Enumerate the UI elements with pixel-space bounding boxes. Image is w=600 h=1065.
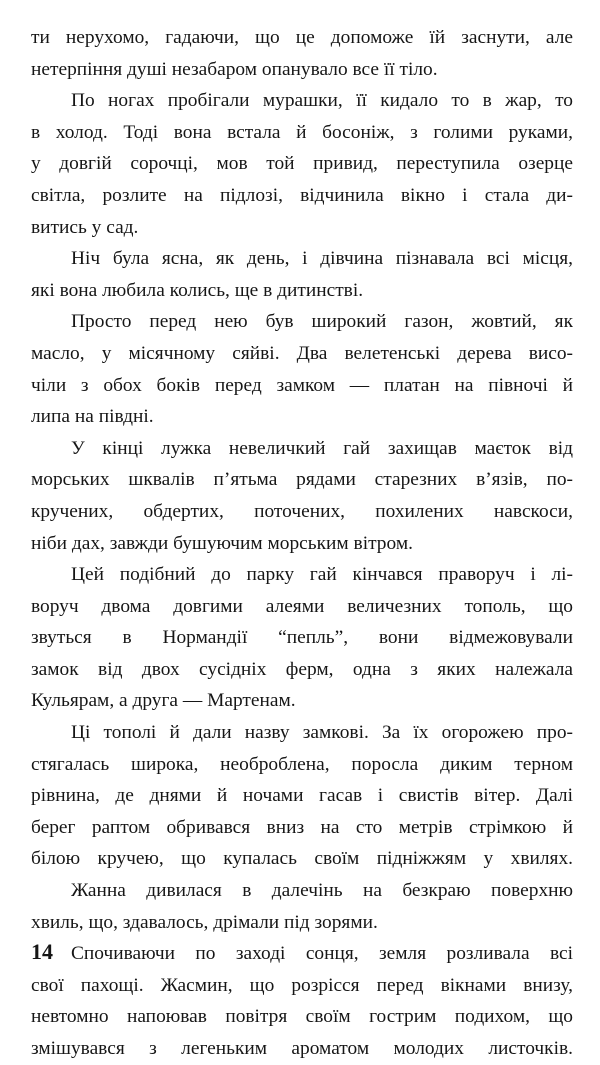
text-line: звуться в Нормандії “пепль”, вони відмежовували [31, 627, 573, 649]
text-line: світла, розлите на підлозі, відчинила вікно і стала ди- [31, 184, 573, 206]
text-line: липа на півдні. [31, 406, 154, 428]
text-line: рівнина, де днями й ночами гасав і свистів вітер. Далі [31, 785, 573, 807]
text-line: Ці тополі й дали назву замкові. За їх огорожею про- [71, 722, 573, 744]
text-line: в холод. Тоді вона встала й босоніж, з голими руками, [31, 121, 573, 143]
page-number: 14 [31, 939, 53, 964]
text-line: замок від двох сусідніх ферм, одна з яких належала [31, 658, 573, 680]
text-line: морських шквалів п’ятьма рядами старезних в’язів, по- [31, 469, 573, 491]
text-line: Спочиваючи по заході сонця, земля розливала всі [71, 943, 573, 965]
text-line: масло, у місячному сяйві. Два велетенські дерева висо- [31, 342, 573, 364]
text-line: невтомно напоював повітря своїм гострим подихом, що [31, 1006, 573, 1028]
text-line: По ногах пробігали мурашки, її кидало то в жар, то [71, 90, 573, 112]
text-line: стягалась широка, необроблена, поросла диким терном [31, 753, 573, 775]
text-line: білою кручею, що купалась своїм підніжжям у хвилях. [31, 848, 573, 870]
text-line: Кульярам, а друга — Мартенам. [31, 690, 296, 712]
text-line: Ніч була ясна, як день, і дівчина пізнавала всі місця, [71, 248, 573, 270]
text-line: кручених, обдертих, поточених, похилених навскоси, [31, 500, 573, 522]
text-line: У кінці лужка невеличкий гай захищав маєток від [71, 437, 573, 459]
text-line: ти нерухомо, гадаючи, що це допоможе їй заснути, але [31, 27, 573, 48]
text-line: берег раптом обривався вниз на сто метрів стрімкою й [31, 816, 573, 838]
text-line: чіли з обох боків перед замком — платан на півночі й [31, 374, 573, 396]
text-line: витись у сад. [31, 216, 139, 238]
text-line: які вона любила колись, ще в дитинстві. [31, 279, 364, 301]
text-line: Просто перед нею був широкий газон, жовтий, як [71, 311, 573, 333]
text-line: змішувався з легеньким ароматом молодих листочків. [31, 1038, 573, 1059]
text-line: Жанна дивилася в далечінь на безкраю поверхню [71, 880, 573, 902]
text-line: воруч двома довгими алеями величезних тополь, що [31, 595, 573, 617]
text-line: хвиль, що, здавалось, дрімали під зорями. [31, 911, 378, 933]
text-line: нетерпіння душі незабаром опанувало все її тіло. [31, 58, 438, 80]
body-text [31, 22, 573, 1065]
text-line: свої пахощі. Жасмин, що розрісся перед вікнами внизу, [31, 974, 573, 996]
text-line: Цей подібний до парку гай кінчався праворуч і лі- [71, 564, 573, 586]
text-line: у довгій сорочці, мов той привид, переступила озерце [31, 153, 573, 175]
text-line: ніби дах, завжди бушуючим морським вітром. [31, 532, 413, 554]
